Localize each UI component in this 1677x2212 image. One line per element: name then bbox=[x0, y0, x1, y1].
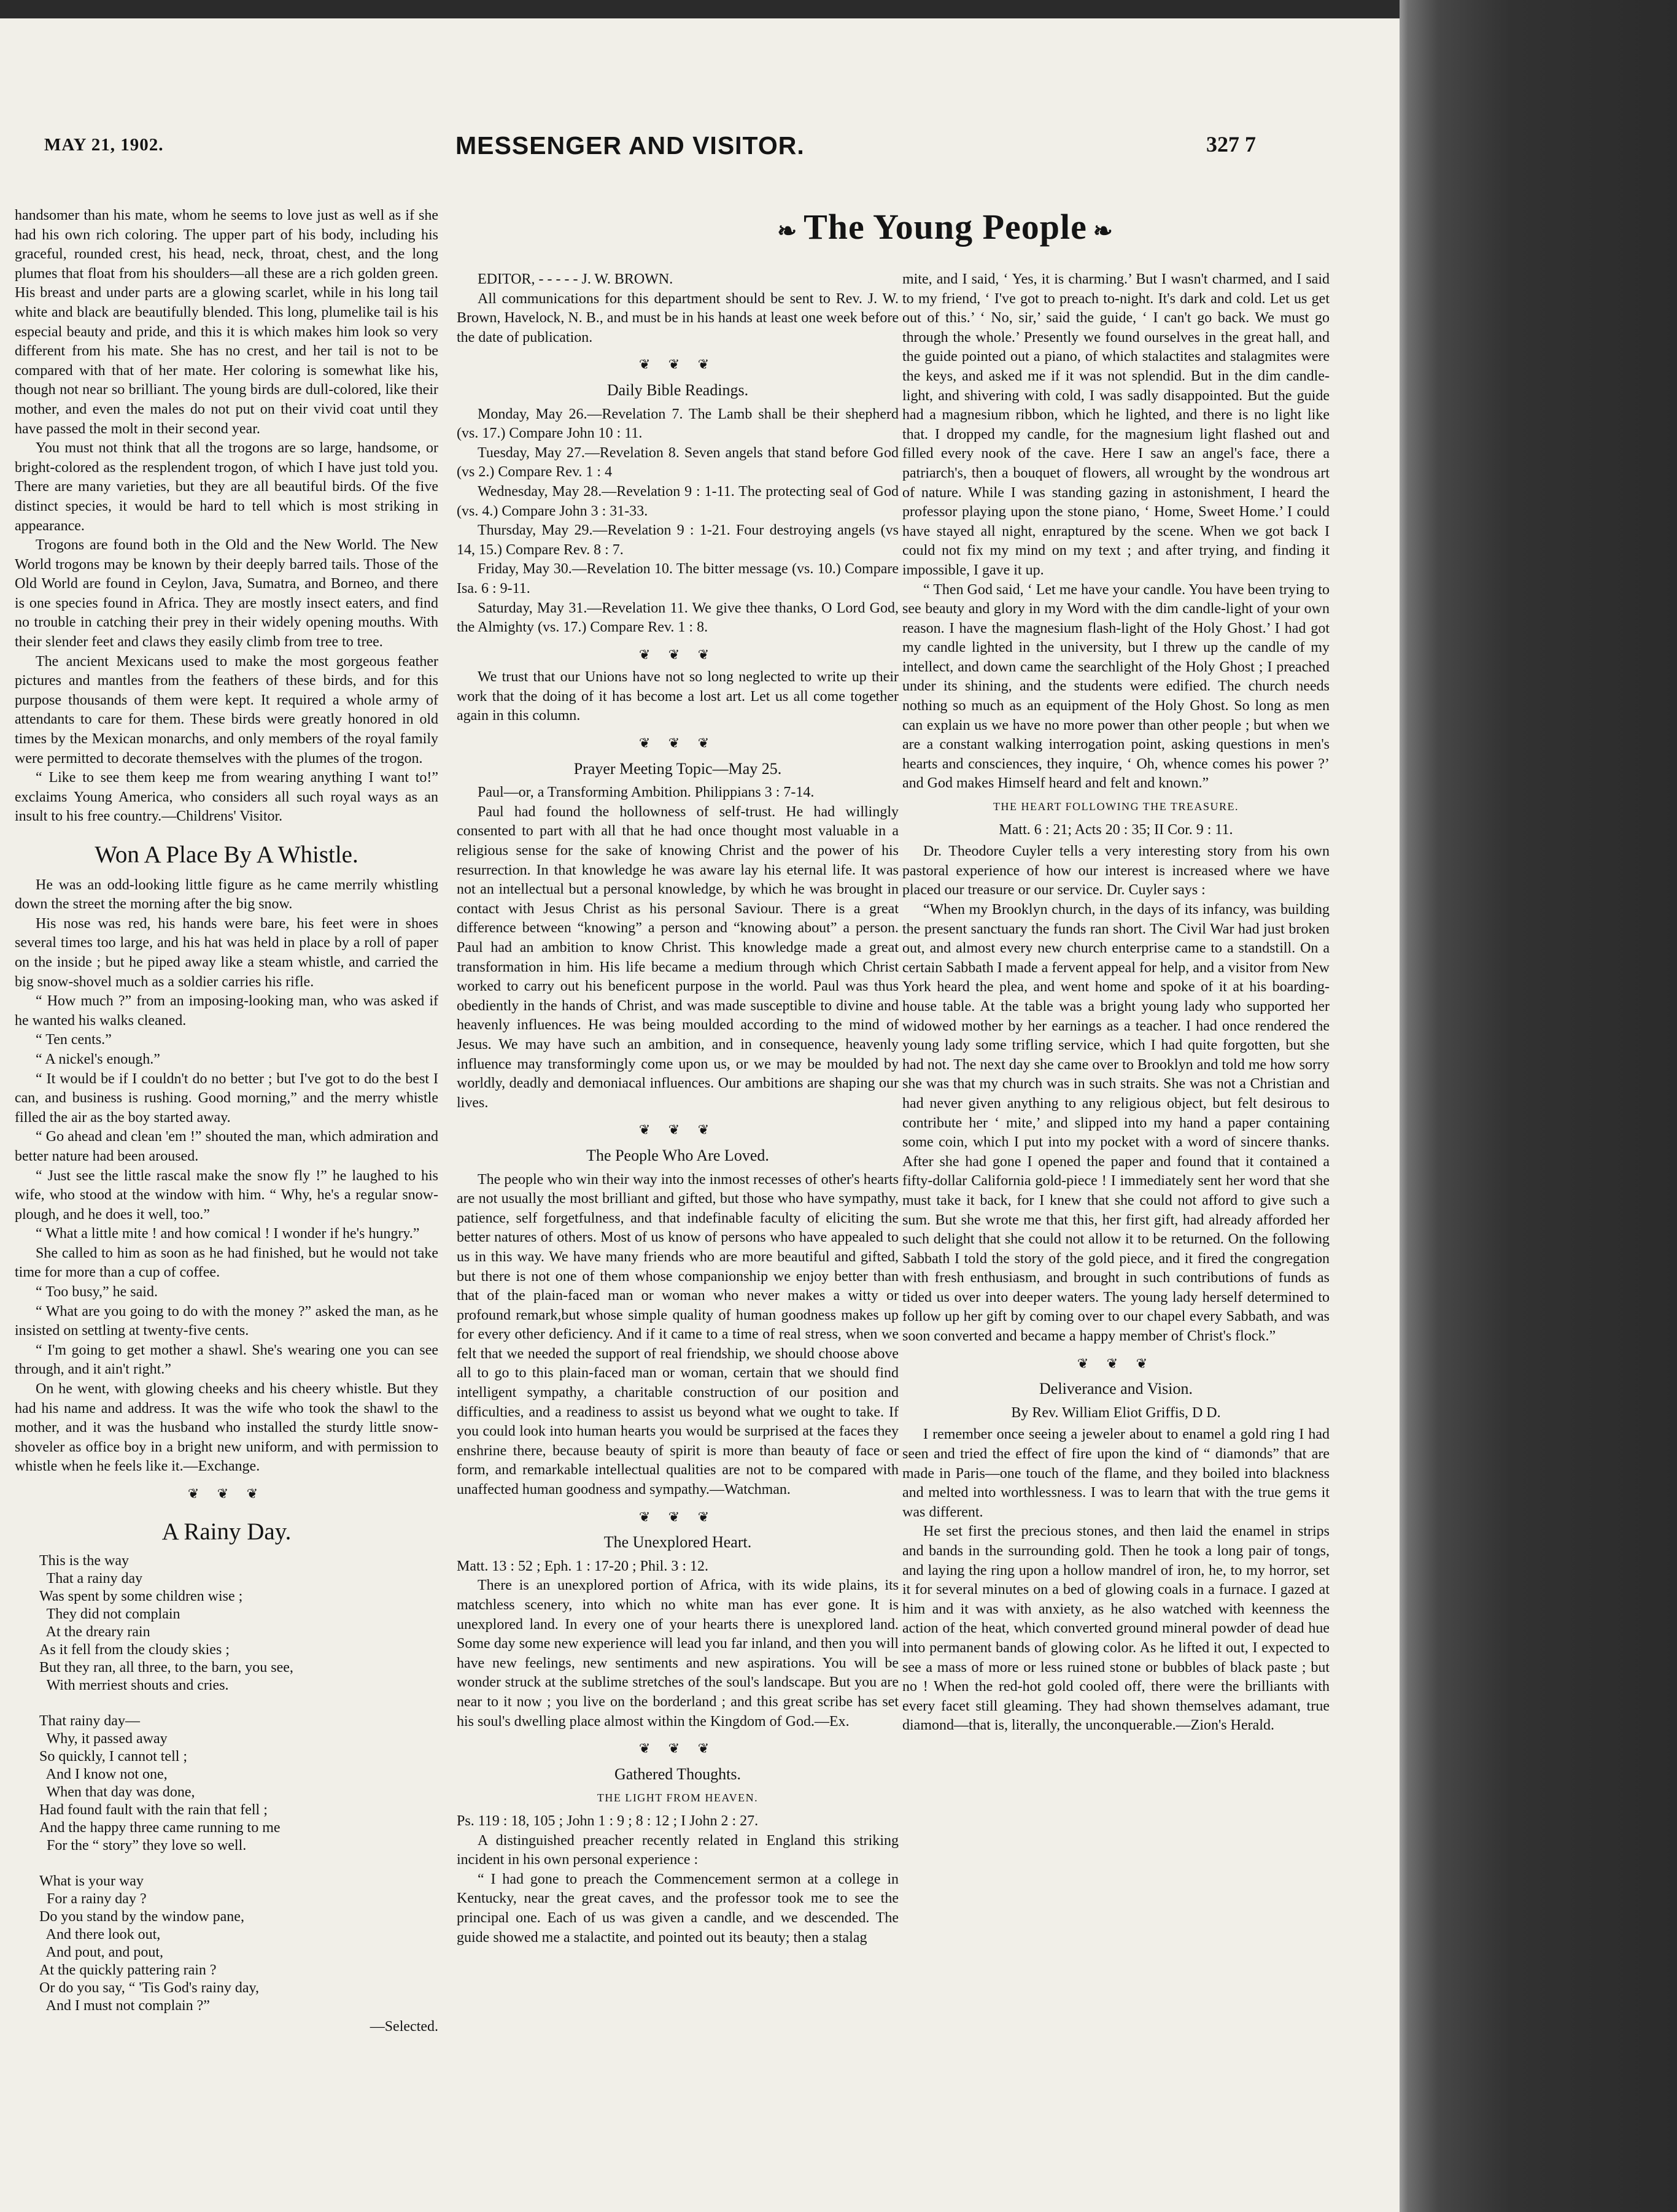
trogon-paragraph: You must not think that all the trogons are so large, handsome, or bright-colored as the resplendent trogon, of which I have just told you. There are many varieties, but they are all beautiful birds. Of the five distinct species, it would be hard to tell which is most striking in appearance. bbox=[15, 440, 438, 534]
whistle-paragraph: “ Just see the little rascal make the snow fly !” he laughed to his wife, who stood at the window with him. “ Why, he's a regular snow-plough, and he does it well, too.” bbox=[15, 1167, 438, 1223]
reading-item: Thursday, May 29.—Revelation 9 : 1-21. Four destroying angels (vs 14, 15.) Compare Rev. 8 : 7. bbox=[457, 522, 899, 558]
reading-item: Tuesday, May 27.—Revelation 8. Seven angels that stand before God (vs 2.) Compare Rev. 1 : 4 bbox=[457, 444, 899, 481]
daily-readings-title: Daily Bible Readings. bbox=[606, 381, 749, 399]
heart-following-treasure-title: THE HEART FOLLOWING THE TREASURE. bbox=[993, 800, 1239, 813]
section-title-text: The Young People bbox=[804, 207, 1087, 247]
trogon-paragraph: Trogons are found both in the Old and the New World. The New World trogons may be known by their deeply barred tails. Those of the Old World are found in Ceylon, Java, Sumatra, and Borneo, and there is one species found in Africa. They are mostly insect eaters, and find no trouble in catching their prey in their widely opening mouths. With their slender feet and claws they easily climb from tree to tree. bbox=[15, 537, 438, 651]
column-2 bbox=[457, 270, 899, 2203]
treasure-paragraph: Dr. Theodore Cuyler tells a very interesting story from his own pastoral experience of how our interest is increased where we have placed our treasure or our service. Dr. Cuyler says : bbox=[902, 843, 1330, 899]
whistle-paragraph: On he went, with glowing cheeks and his cheery whistle. But they had his name and address. It was the wife who took the shawl to the mother, and it was the husband who installed the sturdy little snow-shoveler as office boy in a bright new uniform, and with permission to whistle when he feels like it.—Exchange. bbox=[15, 1381, 438, 1475]
light-from-heaven-reference: Ps. 119 : 18, 105 ; John 1 : 9 ; 8 : 12 ; I John 2 : 27. bbox=[457, 1812, 759, 1829]
whistle-paragraph: His nose was red, his hands were bare, his feet were in shoes several times too large, and his hat was held in place by a roll of paper on the inside ; but he piped away like a steam whistle, and carried the big snow-shovel much as a soldier carries his rifle. bbox=[15, 915, 438, 990]
scan-background bbox=[1400, 0, 1677, 2212]
poem-rainy-day: This is the way That a rainy day Was spent by some children wise ; They did not complain At the dreary rain As it fell from the cloudy skies ; But they ran, all three, to the barn, you see, With merriest shouts and cries. That rainy day— Why, it passed away So quickly, I cannot tell ; And I know not one, When that day was done, Had found fault with the rain that fell ; And the happy three came running to me For the “ story” they love so well. What is your way For a rainy day ? Do you stand by the window pane, And there look out, And pout, and pout, At the quickly pattering rain ? Or do you say, “ 'Tis God's rainy day, And I must not complain ?” bbox=[39, 1553, 293, 2014]
light-from-heaven-title: THE LIGHT FROM HEAVEN. bbox=[597, 1792, 759, 1804]
ornament-right-icon: ❧ bbox=[1093, 218, 1113, 244]
prayer-meeting-title: Prayer Meeting Topic—May 25. bbox=[573, 759, 782, 778]
light-from-heaven-paragraph: “ I had gone to preach the Commencement sermon at a college in Kentucky, near the great caves, and the professor took me to see the principal one. Each of us was given a candle, and we descended. The guide showed me a stalactite, and pointed out its beauty; then a stalag bbox=[457, 1871, 899, 1946]
reading-item: Wednesday, May 28.—Revelation 9 : 1-11. The protecting seal of God (vs. 4.) Compare John 3 : 31-33. bbox=[457, 483, 899, 519]
deliverance-author: By Rev. William Eliot Griffis, D D. bbox=[1011, 1404, 1221, 1421]
trogon-paragraph: “ Like to see them keep me from wearing anything I want to!” exclaims Young America, who considers all such royal ways as an insult to his free country.—Childrens' Visitor. bbox=[15, 770, 438, 825]
separator-ornament-icon: ❦ ❦ ❦ bbox=[187, 1486, 266, 1501]
treasure-paragraph: “When my Brooklyn church, in the days of its infancy, was building the present sanctuary the funds ran short. The Civil War had just broken out, and almost every new church enterprise came to a standstill. On a certain Sabbath I made a fervent appeal for help, and a visitor from New York heard the plea, and went home and spoke of it at his boarding-house table. At the table was a bright young lady who supported her widowed mother by her earnings as a teacher. I had once rendered the young lady some trifling service, which I had quite forgotten, but she had not. The next day she came over to Brooklyn and told me how sorry she was that my church was in such straits. She was not a Christian and had never given anything to any religious object, but felt desirous to contribute her ‘ mite,’ and slipped into my hand a paper containing some coin, which I put into my pocket with a word of sincere thanks. After she had gone I opened the paper and found that it contained a fifty-dollar California gold-piece ! I immediately sent her word that she must take it back, for I knew that she could not afford to give such a sum. But she wrote me that this, her first gift, had already afforded her such delight that she could not allow it to be returned. On the following Sabbath I told the story of the gold piece, and it fired the congregation with fresh enthusiasm, and brought in such contributions of funds as tided us over into deeper waters. The young lady herself determined to follow up her gift by coming over to our chapel every Sabbath, and was soon converted and became a happy member of Christ's flock.” bbox=[902, 902, 1330, 1345]
prayer-paragraph: Paul had found the hollowness of self-trust. He had willingly consented to part with all that he had once thought most valuable in a religious sense for the sake of knowing Christ and the power of his resurrection. In that knowledge he was aware lay his eternal life. It was not an intellectual but a personal knowledge, by which he was brought in contact with Jesus Christ as his personal Saviour. There is a great difference between “knowing” a person and “knowing about” a person. Paul had an ambition to know Christ. This knowledge made a great transformation in him. His life became a medium through which Christ worked to carry out his beneficent purpose in the world. Paul was thus obediently in the hands of Christ, and was made susceptible to divine and heavenly influences. He was being moulded according to the mind of Jesus. We may have such an ambition, and in consequence, heavenly influence may transformingly come upon us, or we may be moulded by worldly, deadly and demoniacal influences. Our ambitions are shaping our lives. bbox=[457, 803, 899, 1111]
prayer-reference: Paul—or, a Transforming Ambition. Philippians 3 : 7-14. bbox=[478, 784, 815, 801]
separator-ornament-icon: ❦ ❦ ❦ bbox=[638, 357, 717, 373]
reading-item: Monday, May 26.—Revelation 7. The Lamb shall be their shepherd (vs. 17.) Compare John 10 : 11. bbox=[457, 406, 899, 442]
whistle-paragraph: “ What are you going to do with the money ?” asked the man, as he insisted on settling at twenty-five cents. bbox=[15, 1303, 438, 1339]
trogon-paragraph: The ancient Mexicans used to make the most gorgeous feather pictures and mantles from the feathers of these birds, and for this purpose thousands of them were kept. It required a whole army of attendants to care for them. These birds were greatly honored in old times by the Mexican monarchs, and only members of the royal family were permitted to decorate themselves with the plumes of the trogon. bbox=[15, 653, 438, 767]
column-3 bbox=[902, 270, 1330, 2203]
deliverance-paragraph: He set first the precious stones, and then laid the enamel in strips and bands in the surrounding gold. Then he took a long pair of tongs, and laying the ring upon a hollow mandrel of iron, he, to my horror, set it for several minutes on a bed of glowing coals in a furnace. I gazed at him and it was with anxiety, as he also watched with keenness the action of the heat, which converted ground mineral powder of dead hue into permanent bands of glowing color. As he lifted it out, I expected to see a mass of more or less ruined stone or bubbles of black paste ; but no ! When the red-hot gold cooled off, there were the brilliants with every facet still gleaming. They had shown themselves adamant, true diamond—that is, literally, the unconquerable.—Zion's Herald. bbox=[902, 1523, 1330, 1734]
separator-ornament-icon: ❦ ❦ ❦ bbox=[638, 1509, 717, 1525]
unexplored-heart-title: The Unexplored Heart. bbox=[603, 1533, 752, 1552]
section-title bbox=[712, 206, 1179, 247]
deliverance-paragraph: I remember once seeing a jeweler about to enamel a gold ring I had seen and tried the effect of fire upon the kind of “ diamonds” that are made in Paris—one touch of the flame, and they boiled into blackness and melted into worthlessness. I was to learn that with the true gems it was different. bbox=[902, 1426, 1330, 1520]
column-1 bbox=[15, 206, 438, 2189]
editor-line: EDITOR, - - - - - J. W. BROWN. bbox=[478, 271, 673, 287]
reading-item: Friday, May 30.—Revelation 10. The bitter message (vs. 10.) Compare Isa. 6 : 9-11. bbox=[457, 561, 899, 597]
poem-signature: —Selected. bbox=[370, 2019, 438, 2035]
reading-item: Saturday, May 31.—Revelation 11. We give thee thanks, O Lord God, the Almighty (vs. 17.) Compare Rev. 1 : 8. bbox=[457, 600, 899, 636]
separator-ornament-icon: ❦ ❦ ❦ bbox=[638, 1741, 717, 1757]
trogon-paragraph: handsomer than his mate, whom he seems to love just as well as if she had his own rich coloring. The upper part of his body, including his graceful, rounded crest, his head, neck, throat, chest, and the long plumes that float from his shoulders—all these are a rich golden green. His breast and under parts are a glowing scarlet, while in his long tail white and black are beautifully blended. This long, plumelike tail is his especial beauty and pride, and this it is which makes him look so very different from his mate. She has no crest, and her tail is not to be compared with that of her mate. Her coloring is somewhat like his, though not near so brilliant. The young birds are dull-colored, like their mother, and even the males do not put on their vivid coat until they have passed the molt in their second year. bbox=[15, 207, 438, 437]
unexplored-heart-paragraph: There is an unexplored portion of Africa, with its wide plains, its matchless scenery, into which no white man has ever gone. It is unexplored land. In every one of your hearts there is unexplored land. Some day some new experience will lead you far inland, and then you will have new feelings, new sentiments and new aspirations. You will be wonder struck at the sublime stretches of the soul's landscape. But you are near to it now ; you live on the borderland ; and this great scribe has set his soul's dwelling place almost within the Kingdom of God.—Ex. bbox=[457, 1577, 899, 1730]
whistle-paragraph: He was an odd-looking little figure as he came merrily whistling down the street the morning after the big snow. bbox=[15, 876, 438, 913]
whistle-paragraph: “ I'm going to get mother a shawl. She's wearing one you can see through, and it ain't right.” bbox=[15, 1342, 438, 1378]
intro-paragraph: All communications for this department should be sent to Rev. J. W. Brown, Havelock, N. B., and must be in his hands at least one week before the date of publication. bbox=[457, 290, 899, 346]
article-title-whistle: Won A Place By A Whistle. bbox=[95, 841, 358, 868]
whistle-paragraph: “ Ten cents.” bbox=[36, 1032, 112, 1048]
masthead-title: MESSENGER AND VISITOR. bbox=[455, 131, 805, 160]
whistle-paragraph: “ What a little mite ! and how comical ! I wonder if he's hungry.” bbox=[36, 1226, 420, 1242]
whistle-paragraph: “ Go ahead and clean 'em !” shouted the man, which admiration and better nature had been aroused. bbox=[15, 1129, 438, 1164]
whistle-paragraph: “ A nickel's enough.” bbox=[36, 1051, 160, 1067]
whistle-paragraph: “ It would be if I couldn't do no better ; but I've got to do the best I can, and business is rushing. Good morning,” and the merry whistle filled the air as the boy started away. bbox=[15, 1070, 438, 1126]
article-title-rainy-day: A Rainy Day. bbox=[161, 1518, 292, 1545]
gathered-thoughts-title: Gathered Thoughts. bbox=[614, 1765, 742, 1783]
light-from-heaven-paragraph: A distinguished preacher recently related in England this striking incident in his own personal experience : bbox=[457, 1832, 899, 1868]
unexplored-heart-reference: Matt. 13 : 52 ; Eph. 1 : 17-20 ; Phil. 3 : 12. bbox=[457, 1558, 709, 1574]
separator-ornament-icon: ❦ ❦ ❦ bbox=[638, 1122, 717, 1138]
newspaper-page bbox=[0, 18, 1400, 2212]
ornament-left-icon: ❧ bbox=[777, 218, 798, 244]
whistle-paragraph: She called to him as soon as he had finished, but he would not take time for more than a cup of coffee. bbox=[15, 1245, 438, 1281]
heart-following-treasure-reference: Matt. 6 : 21; Acts 20 : 35; II Cor. 9 : 11. bbox=[999, 821, 1233, 838]
whistle-paragraph: “ Too busy,” he said. bbox=[36, 1284, 158, 1301]
people-loved-paragraph: The people who win their way into the inmost recesses of other's hearts are not usually the most brilliant and gifted, but those who have sympathy, patience, self forgetfulness, and that indefinable faculty of eliciting the better natures of others. Most of us know of persons who have appealed to us in this way. We have many friends who are more beautiful and gifted, but there is not one of them whose companionship we enjoy better than that of the plain-faced man or woman who never makes a witty or profound remark,but whose simple quality of human goodness makes up for every other deficiency. And if it came to a time of real stress, when we felt that we needed the support of real friendship, we should choose above all to go to this plain-faced man or woman, certain that we should find intelligent sympathy, a charitable construction of our position and difficulties, and a readiness to assist us beyond what we ought to take. If you could look into human hearts you would be surprised at the faces they enshrine there, because beauty of spirit is more than beauty of face or form, and remarkable intellectual qualities are not to be compared with unaffected human goodness and sympathy.—Watchman. bbox=[457, 1171, 899, 1498]
separator-ornament-icon: ❦ ❦ ❦ bbox=[638, 646, 717, 662]
whistle-paragraph: “ How much ?” from an imposing-looking man, who was asked if he wanted his walks cleaned. bbox=[15, 993, 438, 1029]
light-continued-paragraph: “ Then God said, ‘ Let me have your candle. You have been trying to see beauty and glory in my Word with the dim candle-light of your own reason. I have the magnesium flash-light of the Holy Ghost.’ I had got my candle lighted in the university, but I threw up the candle of my intellect, and down came the searchlight of the Holy Ghost ; I preached under its shining, and the students were edified. The church needs nothing so much as an equipment of the Holy Ghost. So long as men can explain us we have no more power than other people ; but when we are a constant walking interrogation point, asking questions in men's hearts and consciences, they inquire, ‘ Oh, whence comes his power ?’ and God makes Himself heard and felt and known.” bbox=[902, 581, 1330, 792]
issue-date: MAY 21, 1902. bbox=[44, 135, 164, 155]
page-number: 327 7 bbox=[1206, 132, 1256, 157]
separator-ornament-icon: ❦ ❦ ❦ bbox=[638, 735, 717, 751]
deliverance-title: Deliverance and Vision. bbox=[1039, 1380, 1193, 1398]
people-loved-title: The People Who Are Loved. bbox=[586, 1146, 769, 1164]
unions-paragraph: We trust that our Unions have not so long neglected to write up their work that the doing of it has become a lost art. Let us all come together again in this column. bbox=[457, 669, 899, 724]
separator-ornament-icon: ❦ ❦ ❦ bbox=[1077, 1355, 1155, 1371]
light-continued-paragraph: mite, and I said, ‘ Yes, it is charming.’ But I wasn't charmed, and I said to my friend, ‘ I've got to preach to-night. It's dark and cold. Let us get out of this.’ ‘ No, sir,’ said the guide, ‘ I can't go back. We must go through the whole.’ Presently we found ourselves in the great hall, and the guide pointed out a piano, of which stalactites and stalagmites were the keys, and asked me if it was not splendid. But in the dim candle-light, and shivering with cold, I was sadly disappointed. But the guide had a magnesium ribbon, which he lighted, and there is no light like that. I dropped my candle, for the magnesium light flashed out and filled every nook of the cave. Here I saw an angel's face, there a patriarch's, then a bouquet of flowers, all wrought by the wondrous art of nature. While I was standing gazing in astonishment, I heard the professor playing upon the stone piano, ‘ Home, Sweet Home.’ I could have stayed all night, enraptured by the scene. When we got back I could not fix my mind on my text ; and after trying, and finding it impossible, I gave it up. bbox=[902, 271, 1330, 578]
